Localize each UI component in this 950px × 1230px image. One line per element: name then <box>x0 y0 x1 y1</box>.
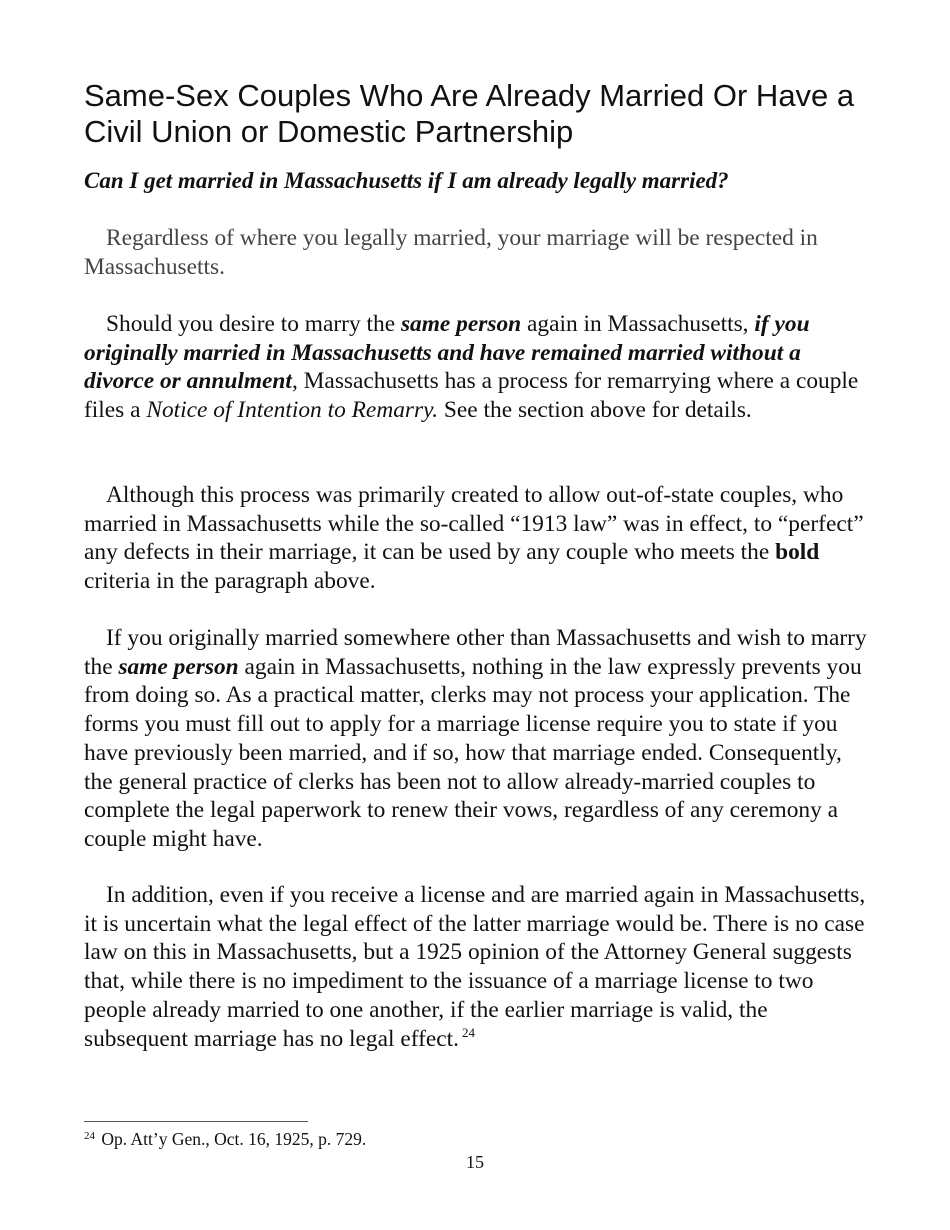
section-title-line-2: Civil Union or Domestic Partnership <box>84 114 574 149</box>
paragraph-text: If you originally married somewhere other than Massachusetts and wish to marry the <box>84 625 867 680</box>
paragraph-text: Although this process was primarily created to allow out-of-state couples, who married in Massachusetts while the so-called “1913 law” was in effect, to “perfect” any defects in their marriage, it can be used by any couple who meets the <box>84 482 864 566</box>
emphasis-same-person: same person <box>400 311 522 337</box>
footnote-number: 24 <box>84 1130 95 1142</box>
footnote <box>84 1128 784 1150</box>
paragraph-text: In addition, even if you receive a license and are married again in Massachusetts, it is uncertain what the legal effect of the latter marriage would be. There is no case law on this in Massachusetts, but a 1925 opinion of the Attorney General suggests that, while there is no impediment to the issuance of a marriage license to two people already married to one another, if the earlier marriage is valid, the subsequent marriage has no legal effect. <box>84 882 866 1052</box>
paragraph-text: Regardless of where you legally married, your marriage will be respected in Massachusetts. <box>84 225 818 280</box>
footnote-divider <box>84 1121 308 1122</box>
paragraph-married-elsewhere <box>84 624 874 854</box>
footnote-reference[interactable]: 24 <box>461 1024 475 1040</box>
paragraph-legal-effect <box>84 881 874 1053</box>
footnote-text: Op. Att’y Gen., Oct. 16, 1925, p. 729. <box>97 1129 367 1149</box>
paragraph-text: See the section above for details. <box>438 397 752 424</box>
section-title-line-1: Same-Sex Couples Who Are Already Married Or Have a <box>84 78 855 113</box>
paragraph-text: criteria in the paragraph above. <box>84 568 376 595</box>
paragraph-text: , Massachusetts has a process for remarrying where a couple files a <box>84 368 859 424</box>
notice-title: Notice of Intention to Remarry. <box>146 397 439 424</box>
section-title <box>84 78 884 150</box>
paragraph-remarry-process <box>84 310 874 425</box>
page-number: 15 <box>466 1152 484 1172</box>
emphasis-bold: bold <box>775 539 820 566</box>
emphasis-same-person: same person <box>118 653 239 680</box>
emphasis-criteria: if you originally married in Massachusetts and have remained married without a divorce or annulment <box>84 311 810 395</box>
paragraph-text: again in Massachusetts, nothing in the law expressly prevents you from doing so. As a practical matter, clerks may not process your application. The forms you must fill out to apply for a marriage license require you to state if you have previously been married, and if so, how that marriage ended. Consequently, the general practice of clerks has been not to allow already-married couples to complete the legal paperwork to renew their vows, regardless of any ceremony a couple might have. <box>84 653 862 852</box>
paragraph-respected-marriage <box>84 224 874 281</box>
paragraph-1913-law <box>84 481 874 596</box>
paragraph-text: again in Massachusetts, <box>521 311 755 337</box>
question-heading: Can I get married in Massachusetts if I am already legally married? <box>84 168 729 193</box>
paragraph-text: Should you desire to marry the <box>106 311 401 337</box>
